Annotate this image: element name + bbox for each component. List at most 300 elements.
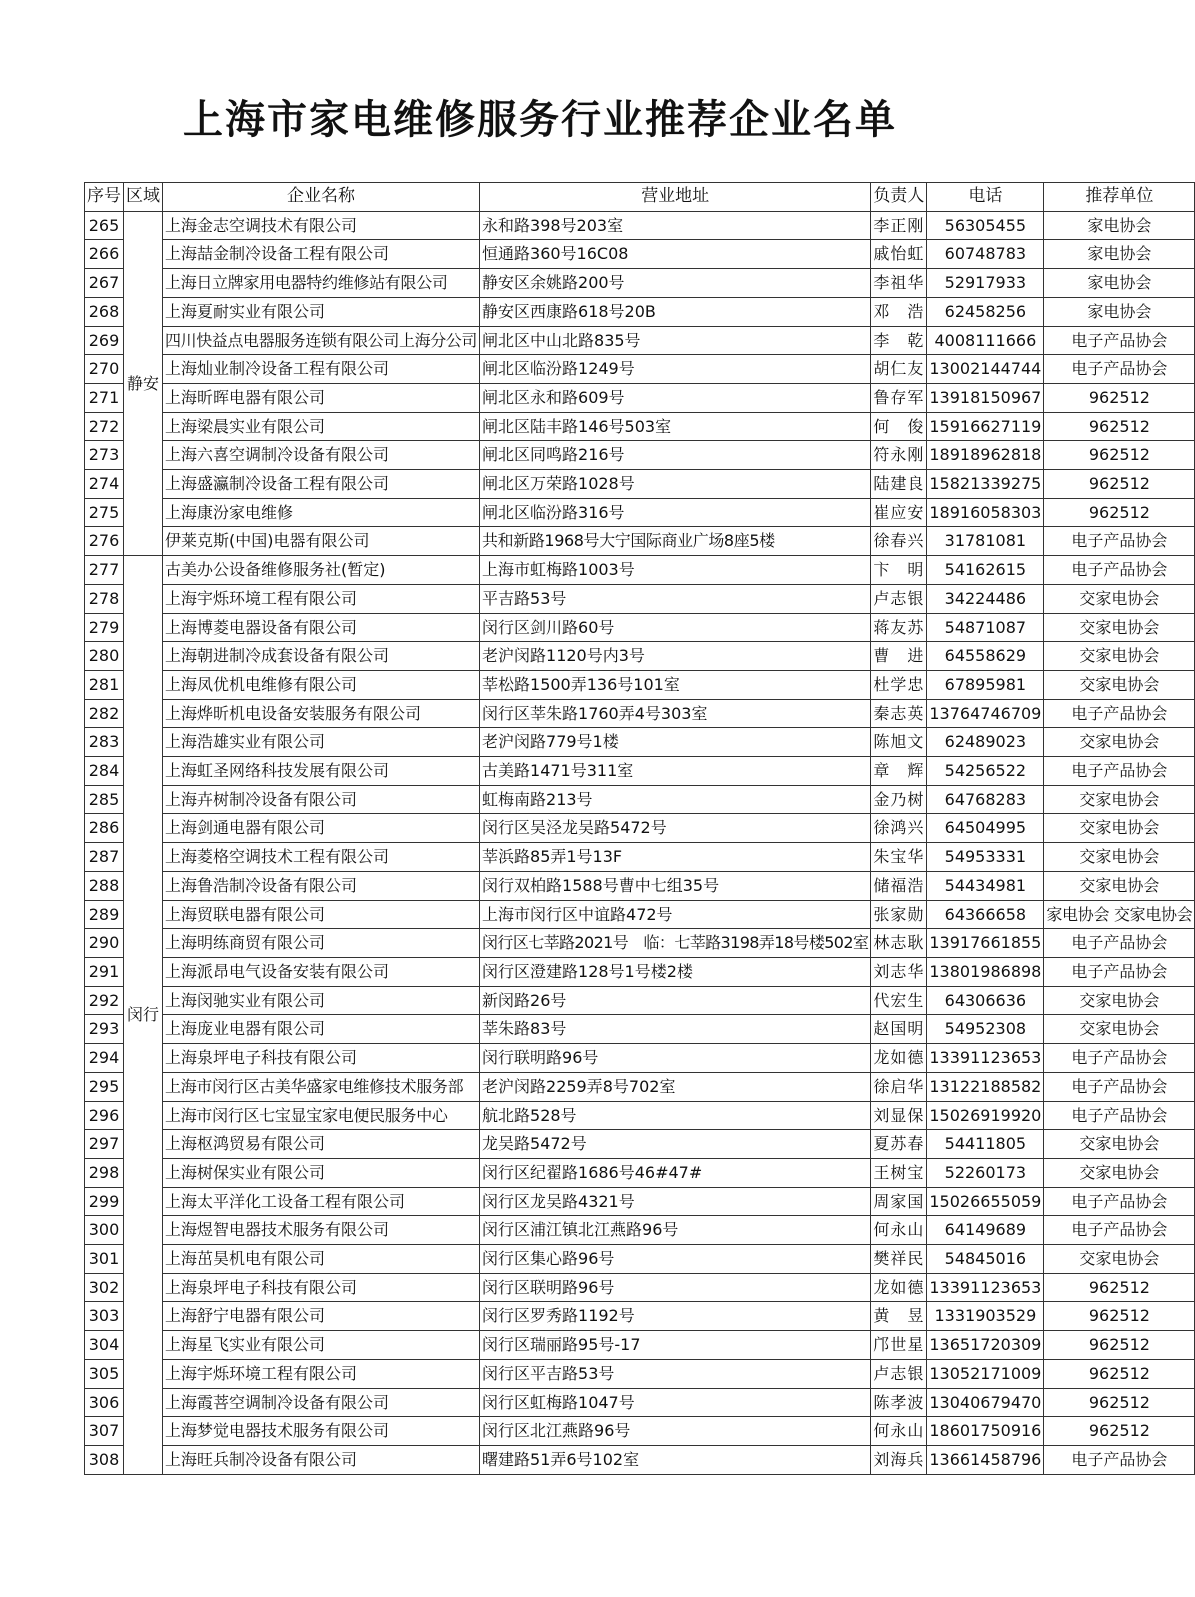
recommending-unit: 家电协会 (1044, 211, 1195, 240)
phone-number: 13002144744 (927, 355, 1044, 384)
recommending-unit: 交家电协会 (1044, 986, 1195, 1015)
company-name: 上海梦觉电器技术服务有限公司 (163, 1417, 480, 1446)
phone-number: 54162615 (927, 556, 1044, 585)
header-company: 企业名称 (163, 183, 480, 212)
recommending-unit: 交家电协会 (1044, 814, 1195, 843)
table-row (85, 900, 1195, 929)
contact-person: 龙如德 (871, 1044, 927, 1073)
contact-person: 章 辉 (871, 757, 927, 786)
recommending-unit: 电子产品协会 (1044, 1445, 1195, 1474)
recommending-unit: 家电协会 (1044, 297, 1195, 326)
recommending-unit: 交家电协会 (1044, 670, 1195, 699)
company-name: 上海烨昕机电设备安装服务有限公司 (163, 699, 480, 728)
phone-number: 4008111666 (927, 326, 1044, 355)
row-number: 289 (85, 900, 124, 929)
contact-person: 曹 进 (871, 642, 927, 671)
company-name: 上海六喜空调制冷设备有限公司 (163, 441, 480, 470)
row-number: 267 (85, 269, 124, 298)
table-row (85, 1417, 1195, 1446)
business-address: 老沪闵路2259弄8号702室 (480, 1072, 871, 1101)
table-row (85, 1273, 1195, 1302)
recommending-unit: 交家电协会 (1044, 871, 1195, 900)
table-row (85, 1216, 1195, 1245)
header-phone: 电话 (927, 183, 1044, 212)
row-number: 291 (85, 957, 124, 986)
header-no: 序号 (85, 183, 124, 212)
recommending-unit: 962512 (1044, 498, 1195, 527)
phone-number: 13801986898 (927, 957, 1044, 986)
table-row (85, 1359, 1195, 1388)
contact-person: 陈孝波 (871, 1388, 927, 1417)
contact-person: 胡仁友 (871, 355, 927, 384)
recommending-unit: 电子产品协会 (1044, 1187, 1195, 1216)
company-name: 上海喆金制冷设备工程有限公司 (163, 240, 480, 269)
phone-number: 54952308 (927, 1015, 1044, 1044)
table-row (85, 1044, 1195, 1073)
contact-person: 蒋友苏 (871, 613, 927, 642)
recommending-unit: 电子产品协会 (1044, 957, 1195, 986)
table-row (85, 1158, 1195, 1187)
company-name: 上海日立牌家用电器特约维修站有限公司 (163, 269, 480, 298)
business-address: 曙建路51弄6号102室 (480, 1445, 871, 1474)
business-address: 闸北区同鸣路216号 (480, 441, 871, 470)
table-row (85, 986, 1195, 1015)
business-address: 闵行区澄建路128号1号楼2楼 (480, 957, 871, 986)
row-number: 292 (85, 986, 124, 1015)
row-number: 303 (85, 1302, 124, 1331)
recommending-unit: 交家电协会 (1044, 785, 1195, 814)
business-address: 虹梅南路213号 (480, 785, 871, 814)
business-address: 闸北区陆丰路146号503室 (480, 412, 871, 441)
company-name: 上海剑通电器有限公司 (163, 814, 480, 843)
contact-person: 徐鸿兴 (871, 814, 927, 843)
row-number: 277 (85, 556, 124, 585)
row-number: 279 (85, 613, 124, 642)
contact-person: 鲁存军 (871, 383, 927, 412)
business-address: 闵行区莘朱路1760弄4号303室 (480, 699, 871, 728)
row-number: 266 (85, 240, 124, 269)
business-address: 闵行区虹梅路1047号 (480, 1388, 871, 1417)
company-name: 上海朝进制冷成套设备有限公司 (163, 642, 480, 671)
contact-person: 符永刚 (871, 441, 927, 470)
contact-person: 卢志银 (871, 584, 927, 613)
company-name: 上海树保实业有限公司 (163, 1158, 480, 1187)
table-row (85, 326, 1195, 355)
row-number: 293 (85, 1015, 124, 1044)
row-number: 305 (85, 1359, 124, 1388)
header-district: 区域 (124, 183, 163, 212)
recommending-unit: 电子产品协会 (1044, 1216, 1195, 1245)
header-recommender: 推荐单位 (1044, 183, 1195, 212)
company-name: 上海金志空调技术有限公司 (163, 211, 480, 240)
company-name: 上海卉树制冷设备有限公司 (163, 785, 480, 814)
table-row (85, 757, 1195, 786)
contact-person: 黄 昱 (871, 1302, 927, 1331)
company-name: 上海霞菩空调制冷设备有限公司 (163, 1388, 480, 1417)
row-number: 295 (85, 1072, 124, 1101)
company-name: 上海市闵行区七宝显宝家电便民服务中心 (163, 1101, 480, 1130)
phone-number: 64504995 (927, 814, 1044, 843)
recommending-unit: 家电协会 交家电协会 (1044, 900, 1195, 929)
company-name: 上海星飞实业有限公司 (163, 1331, 480, 1360)
table-row (85, 785, 1195, 814)
table-row (85, 584, 1195, 613)
business-address: 闸北区临汾路1249号 (480, 355, 871, 384)
document-title: 上海市家电维修服务行业推荐企业名单 (183, 97, 897, 143)
contact-person: 卢志银 (871, 1359, 927, 1388)
business-address: 共和新路1968号大宁国际商业广场8座5楼 (480, 527, 871, 556)
table-row (85, 1302, 1195, 1331)
business-address: 闵行区吴泾龙吴路5472号 (480, 814, 871, 843)
company-name: 上海博菱电器设备有限公司 (163, 613, 480, 642)
phone-number: 13661458796 (927, 1445, 1044, 1474)
table-row (85, 269, 1195, 298)
phone-number: 54845016 (927, 1245, 1044, 1274)
business-address: 老沪闵路1120号内3号 (480, 642, 871, 671)
row-number: 294 (85, 1044, 124, 1073)
recommending-unit: 962512 (1044, 1359, 1195, 1388)
row-number: 299 (85, 1187, 124, 1216)
phone-number: 64149689 (927, 1216, 1044, 1245)
contact-person: 崔应安 (871, 498, 927, 527)
phone-number: 15026919920 (927, 1101, 1044, 1130)
company-name: 上海贸联电器有限公司 (163, 900, 480, 929)
phone-number: 54411805 (927, 1130, 1044, 1159)
contact-person: 刘显保 (871, 1101, 927, 1130)
row-number: 281 (85, 670, 124, 699)
recommending-unit: 电子产品协会 (1044, 757, 1195, 786)
business-address: 上海市虹梅路1003号 (480, 556, 871, 585)
phone-number: 18918962818 (927, 441, 1044, 470)
phone-number: 67895981 (927, 670, 1044, 699)
business-address: 龙吴路5472号 (480, 1130, 871, 1159)
row-number: 282 (85, 699, 124, 728)
phone-number: 18601750916 (927, 1417, 1044, 1446)
business-address: 闵行区北江燕路96号 (480, 1417, 871, 1446)
contact-person: 何永山 (871, 1216, 927, 1245)
contact-person: 王树宝 (871, 1158, 927, 1187)
recommending-unit: 电子产品协会 (1044, 556, 1195, 585)
company-table (84, 182, 1195, 1475)
business-address: 老沪闵路779号1楼 (480, 728, 871, 757)
company-name: 上海菱格空调技术工程有限公司 (163, 843, 480, 872)
recommending-unit: 962512 (1044, 412, 1195, 441)
recommending-unit: 交家电协会 (1044, 1015, 1195, 1044)
table-row (85, 1187, 1195, 1216)
company-name: 上海舒宁电器有限公司 (163, 1302, 480, 1331)
company-name: 上海虹圣网络科技发展有限公司 (163, 757, 480, 786)
table-row (85, 1072, 1195, 1101)
business-address: 莘松路1500弄136号101室 (480, 670, 871, 699)
row-number: 280 (85, 642, 124, 671)
recommending-unit: 交家电协会 (1044, 1245, 1195, 1274)
recommending-unit: 电子产品协会 (1044, 1101, 1195, 1130)
recommending-unit: 962512 (1044, 441, 1195, 470)
company-name: 上海凤优机电维修有限公司 (163, 670, 480, 699)
company-name: 伊莱克斯(中国)电器有限公司 (163, 527, 480, 556)
phone-number: 62489023 (927, 728, 1044, 757)
phone-number: 64768283 (927, 785, 1044, 814)
phone-number: 34224486 (927, 584, 1044, 613)
row-number: 307 (85, 1417, 124, 1446)
recommending-unit: 电子产品协会 (1044, 699, 1195, 728)
phone-number: 64558629 (927, 642, 1044, 671)
contact-person: 卞 明 (871, 556, 927, 585)
phone-number: 52917933 (927, 269, 1044, 298)
phone-number: 18916058303 (927, 498, 1044, 527)
table-row (85, 1130, 1195, 1159)
business-address: 闸北区中山北路835号 (480, 326, 871, 355)
row-number: 301 (85, 1245, 124, 1274)
contact-person: 代宏生 (871, 986, 927, 1015)
business-address: 静安区余姚路200号 (480, 269, 871, 298)
phone-number: 13917661855 (927, 929, 1044, 958)
recommending-unit: 家电协会 (1044, 240, 1195, 269)
row-number: 273 (85, 441, 124, 470)
business-address: 闵行区七莘路2021号 临：七莘路3198弄18号楼502室 (480, 929, 871, 958)
table-body (85, 211, 1195, 1474)
row-number: 298 (85, 1158, 124, 1187)
row-number: 274 (85, 470, 124, 499)
table-row (85, 929, 1195, 958)
district-cell: 闵行 (124, 556, 163, 1475)
recommending-unit: 交家电协会 (1044, 1158, 1195, 1187)
phone-number: 15916627119 (927, 412, 1044, 441)
row-number: 276 (85, 527, 124, 556)
business-address: 莘浜路85弄1号13F (480, 843, 871, 872)
table-row (85, 470, 1195, 499)
phone-number: 15026655059 (927, 1187, 1044, 1216)
company-name: 上海盛瀛制冷设备工程有限公司 (163, 470, 480, 499)
phone-number: 13391123653 (927, 1273, 1044, 1302)
business-address: 闵行区平吉路53号 (480, 1359, 871, 1388)
row-number: 300 (85, 1216, 124, 1245)
row-number: 286 (85, 814, 124, 843)
phone-number: 1331903529 (927, 1302, 1044, 1331)
company-name: 上海梁晨实业有限公司 (163, 412, 480, 441)
contact-person: 邝世星 (871, 1331, 927, 1360)
recommending-unit: 962512 (1044, 470, 1195, 499)
row-number: 304 (85, 1331, 124, 1360)
recommending-unit: 交家电协会 (1044, 642, 1195, 671)
company-name: 上海明练商贸有限公司 (163, 929, 480, 958)
recommending-unit: 电子产品协会 (1044, 1044, 1195, 1073)
header-address: 营业地址 (480, 183, 871, 212)
row-number: 269 (85, 326, 124, 355)
row-number: 306 (85, 1388, 124, 1417)
company-name: 上海夏耐实业有限公司 (163, 297, 480, 326)
table-row (85, 957, 1195, 986)
phone-number: 60748783 (927, 240, 1044, 269)
contact-person: 金乃树 (871, 785, 927, 814)
row-number: 268 (85, 297, 124, 326)
business-address: 闸北区临汾路316号 (480, 498, 871, 527)
recommending-unit: 交家电协会 (1044, 584, 1195, 613)
table-row (85, 498, 1195, 527)
recommending-unit: 电子产品协会 (1044, 355, 1195, 384)
table-row (85, 1331, 1195, 1360)
contact-person: 秦志英 (871, 699, 927, 728)
row-number: 285 (85, 785, 124, 814)
table-row (85, 441, 1195, 470)
business-address: 平吉路53号 (480, 584, 871, 613)
recommending-unit: 962512 (1044, 383, 1195, 412)
row-number: 297 (85, 1130, 124, 1159)
business-address: 静安区西康路618号20B (480, 297, 871, 326)
phone-number: 54434981 (927, 871, 1044, 900)
recommending-unit: 电子产品协会 (1044, 326, 1195, 355)
recommending-unit: 电子产品协会 (1044, 527, 1195, 556)
phone-number: 62458256 (927, 297, 1044, 326)
recommending-unit: 962512 (1044, 1273, 1195, 1302)
business-address: 莘朱路83号 (480, 1015, 871, 1044)
recommending-unit: 962512 (1044, 1417, 1195, 1446)
table-row (85, 355, 1195, 384)
contact-person: 储福浩 (871, 871, 927, 900)
recommending-unit: 962512 (1044, 1331, 1195, 1360)
recommending-unit: 交家电协会 (1044, 1130, 1195, 1159)
contact-person: 李 乾 (871, 326, 927, 355)
company-name: 上海闵驰实业有限公司 (163, 986, 480, 1015)
phone-number: 13391123653 (927, 1044, 1044, 1073)
row-number: 284 (85, 757, 124, 786)
table-row (85, 1245, 1195, 1274)
row-number: 290 (85, 929, 124, 958)
contact-person: 林志耿 (871, 929, 927, 958)
row-number: 275 (85, 498, 124, 527)
business-address: 闵行联明路96号 (480, 1044, 871, 1073)
company-name: 上海灿业制冷设备工程有限公司 (163, 355, 480, 384)
company-name: 上海茁昊机电有限公司 (163, 1245, 480, 1274)
table-row (85, 699, 1195, 728)
header-person: 负责人 (871, 183, 927, 212)
recommending-unit: 交家电协会 (1044, 728, 1195, 757)
business-address: 闵行区瑞丽路95号-17 (480, 1331, 871, 1360)
company-name: 上海宇烁环境工程有限公司 (163, 1359, 480, 1388)
business-address: 闵行区浦江镇北江燕路96号 (480, 1216, 871, 1245)
company-name: 上海昕晖电器有限公司 (163, 383, 480, 412)
phone-number: 54871087 (927, 613, 1044, 642)
contact-person: 陈旭文 (871, 728, 927, 757)
table-row (85, 814, 1195, 843)
table-row (85, 1015, 1195, 1044)
recommending-unit: 电子产品协会 (1044, 929, 1195, 958)
recommending-unit: 962512 (1044, 1302, 1195, 1331)
table-header (85, 183, 1195, 212)
phone-number: 13052171009 (927, 1359, 1044, 1388)
company-name: 上海宇烁环境工程有限公司 (163, 584, 480, 613)
contact-person: 刘志华 (871, 957, 927, 986)
row-number: 283 (85, 728, 124, 757)
business-address: 恒通路360号16C08 (480, 240, 871, 269)
company-name: 古美办公设备维修服务社(暂定) (163, 556, 480, 585)
contact-person: 夏苏春 (871, 1130, 927, 1159)
contact-person: 樊祥民 (871, 1245, 927, 1274)
district-cell: 静安 (124, 211, 163, 555)
contact-person: 张家勋 (871, 900, 927, 929)
contact-person: 朱宝华 (871, 843, 927, 872)
contact-person: 何 俊 (871, 412, 927, 441)
business-address: 闵行区纪翟路1686号46#47# (480, 1158, 871, 1187)
phone-number: 64366658 (927, 900, 1044, 929)
phone-number: 54256522 (927, 757, 1044, 786)
phone-number: 54953331 (927, 843, 1044, 872)
company-name: 上海枢鸿贸易有限公司 (163, 1130, 480, 1159)
row-number: 278 (85, 584, 124, 613)
business-address: 闵行区联明路96号 (480, 1273, 871, 1302)
phone-number: 13918150967 (927, 383, 1044, 412)
recommending-unit: 交家电协会 (1044, 843, 1195, 872)
company-name: 四川快益点电器服务连锁有限公司上海分公司 (163, 326, 480, 355)
contact-person: 杜学忠 (871, 670, 927, 699)
company-name: 上海泉坪电子科技有限公司 (163, 1044, 480, 1073)
table-row (85, 613, 1195, 642)
business-address: 航北路528号 (480, 1101, 871, 1130)
table-row (85, 297, 1195, 326)
header-row (85, 183, 1195, 212)
table-row (85, 1101, 1195, 1130)
table-row (85, 843, 1195, 872)
row-number: 270 (85, 355, 124, 384)
table-row (85, 412, 1195, 441)
table-row (85, 1445, 1195, 1474)
company-name: 上海派昂电气设备安装有限公司 (163, 957, 480, 986)
row-number: 272 (85, 412, 124, 441)
contact-person: 李祖华 (871, 269, 927, 298)
contact-person: 周家国 (871, 1187, 927, 1216)
row-number: 271 (85, 383, 124, 412)
table-row (85, 383, 1195, 412)
recommending-unit: 交家电协会 (1044, 613, 1195, 642)
table-row (85, 642, 1195, 671)
table-row (85, 211, 1195, 240)
company-name: 上海鲁浩制冷设备有限公司 (163, 871, 480, 900)
business-address: 古美路1471号311室 (480, 757, 871, 786)
table-row (85, 871, 1195, 900)
contact-person: 李正刚 (871, 211, 927, 240)
contact-person: 龙如德 (871, 1273, 927, 1302)
company-name: 上海煜智电器技术服务有限公司 (163, 1216, 480, 1245)
phone-number: 13122188582 (927, 1072, 1044, 1101)
business-address: 闵行双柏路1588号曹中七组35号 (480, 871, 871, 900)
business-address: 闸北区万荣路1028号 (480, 470, 871, 499)
company-name: 上海市闵行区古美华盛家电维修技术服务部 (163, 1072, 480, 1101)
business-address: 上海市闵行区中谊路472号 (480, 900, 871, 929)
table-row (85, 1388, 1195, 1417)
phone-number: 13040679470 (927, 1388, 1044, 1417)
table-row (85, 527, 1195, 556)
recommending-unit: 962512 (1044, 1388, 1195, 1417)
company-name: 上海太平洋化工设备工程有限公司 (163, 1187, 480, 1216)
contact-person: 邓 浩 (871, 297, 927, 326)
business-address: 闵行区龙吴路4321号 (480, 1187, 871, 1216)
table-row (85, 556, 1195, 585)
row-number: 308 (85, 1445, 124, 1474)
contact-person: 刘海兵 (871, 1445, 927, 1474)
row-number: 265 (85, 211, 124, 240)
contact-person: 陆建良 (871, 470, 927, 499)
contact-person: 何永山 (871, 1417, 927, 1446)
company-name: 上海康汾家电维修 (163, 498, 480, 527)
table-row (85, 728, 1195, 757)
business-address: 永和路398号203室 (480, 211, 871, 240)
phone-number: 13651720309 (927, 1331, 1044, 1360)
phone-number: 15821339275 (927, 470, 1044, 499)
row-number: 287 (85, 843, 124, 872)
contact-person: 赵国明 (871, 1015, 927, 1044)
company-name: 上海旺兵制冷设备有限公司 (163, 1445, 480, 1474)
recommending-unit: 家电协会 (1044, 269, 1195, 298)
